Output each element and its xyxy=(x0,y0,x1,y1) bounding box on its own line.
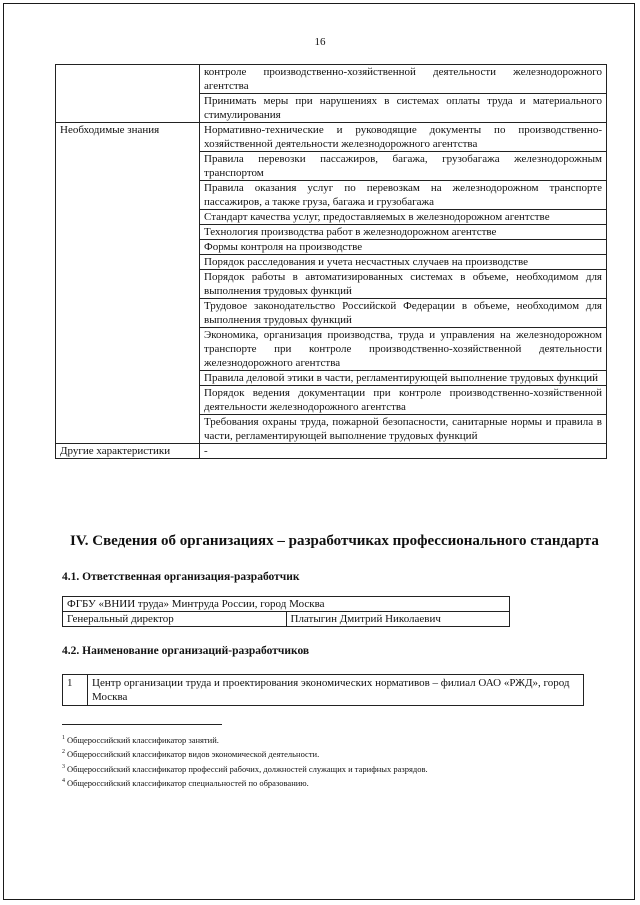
requirement-item: Принимать меры при нарушениях в системах оплаты труда и материального стимулирования xyxy=(200,94,607,123)
requirement-item: контроле производственно-хозяйственной деятельности железнодорожного агентства xyxy=(200,65,607,94)
requirements-row xyxy=(56,444,607,459)
requirement-item: Стандарт качества услуг, предоставляемых в железнодорожном агентстве xyxy=(200,210,607,225)
requirement-item: Правила оказания услуг по перевозкам на железнодорожном транспорте пассажиров, а также груза, багажа и грузобагажа xyxy=(200,181,607,210)
footnote-mark: 1 xyxy=(62,735,65,741)
footnote-mark: 3 xyxy=(62,763,65,770)
requirements-row xyxy=(56,65,607,94)
director-name: Платыгин Дмитрий Николаевич xyxy=(286,612,510,627)
footnote-3 xyxy=(62,761,428,775)
footnote-1 xyxy=(62,732,428,746)
requirement-item: Технология производства работ в железнодорожном агентстве xyxy=(200,225,607,240)
requirement-category-label: Необходимые знания xyxy=(56,123,200,444)
director-row xyxy=(63,612,510,627)
section-4-title: IV. Сведения об организациях – разработчиках профессионального стандарта xyxy=(70,533,599,549)
requirement-category-label xyxy=(56,65,200,123)
developer-org-number: 1 xyxy=(63,675,88,706)
requirement-item: Порядок ведения документации при контроле производственно-хозяйственной деятельности железнодорожного агентства xyxy=(200,386,607,415)
section-4-1-title: 4.1. Ответственная организация-разработчик xyxy=(62,571,300,583)
requirement-item: Требования охраны труда, пожарной безопасности, санитарные нормы и правила в части, регламентирующей выполнение трудовых функций xyxy=(200,415,607,444)
footnote-2 xyxy=(62,746,428,760)
footnote-text: Общероссийский классификатор видов экономической деятельности. xyxy=(67,749,320,760)
requirements-table xyxy=(55,64,607,459)
requirement-item: Формы контроля на производстве xyxy=(200,240,607,255)
responsible-org-row xyxy=(63,597,510,612)
requirement-item: Порядок расследования и учета несчастных случаев на производстве xyxy=(200,255,607,270)
developer-organizations-table xyxy=(62,674,584,706)
requirement-item: Нормативно-технические и руководящие документы по производственно-хозяйственной деятельности железнодорожного агентства xyxy=(200,123,607,152)
responsible-org-name: ФГБУ «ВНИИ труда» Минтруда России, город Москва xyxy=(63,597,510,612)
developer-org-row xyxy=(63,675,584,706)
footnote-separator xyxy=(62,724,222,725)
requirement-item: Экономика, организация производства, труда и управления на железнодорожном транспорте при контроле производственно-хозяйственной деятельности железнодорожного агентства xyxy=(200,328,607,371)
footnote-text: Общероссийский классификатор специальностей по образованию. xyxy=(67,777,309,788)
requirement-item: - xyxy=(200,444,607,459)
requirement-item: Порядок работы в автоматизированных системах в объеме, необходимом для выполнения трудовых функций xyxy=(200,270,607,299)
responsible-developer-table xyxy=(62,596,510,627)
developer-org-name: Центр организации труда и проектирования экономических нормативов – филиал ОАО «РЖД», город Москва xyxy=(88,675,584,706)
requirements-row xyxy=(56,123,607,152)
requirement-category-label: Другие характеристики xyxy=(56,444,200,459)
footnote-mark: 4 xyxy=(62,777,65,784)
page-number: 16 xyxy=(314,36,326,48)
requirement-item: Трудовое законодательство Российской Федерации в объеме, необходимом для выполнения трудовых функций xyxy=(200,299,607,328)
requirement-item: Правила деловой этики в части, регламентирующей выполнение трудовых функций xyxy=(200,371,607,386)
footnotes xyxy=(62,732,428,789)
footnote-mark: 2 xyxy=(62,749,65,756)
footnote-text: Общероссийский классификатор занятий. xyxy=(67,734,219,745)
requirement-item: Правила перевозки пассажиров, багажа, грузобагажа железнодорожным транспортом xyxy=(200,152,607,181)
section-4-2-title: 4.2. Наименование организаций-разработчиков xyxy=(62,645,310,657)
director-position: Генеральный директор xyxy=(63,612,287,627)
footnote-text: Общероссийский классификатор профессий рабочих, должностей служащих и тарифных разрядов. xyxy=(67,763,428,774)
footnote-4 xyxy=(62,775,428,789)
